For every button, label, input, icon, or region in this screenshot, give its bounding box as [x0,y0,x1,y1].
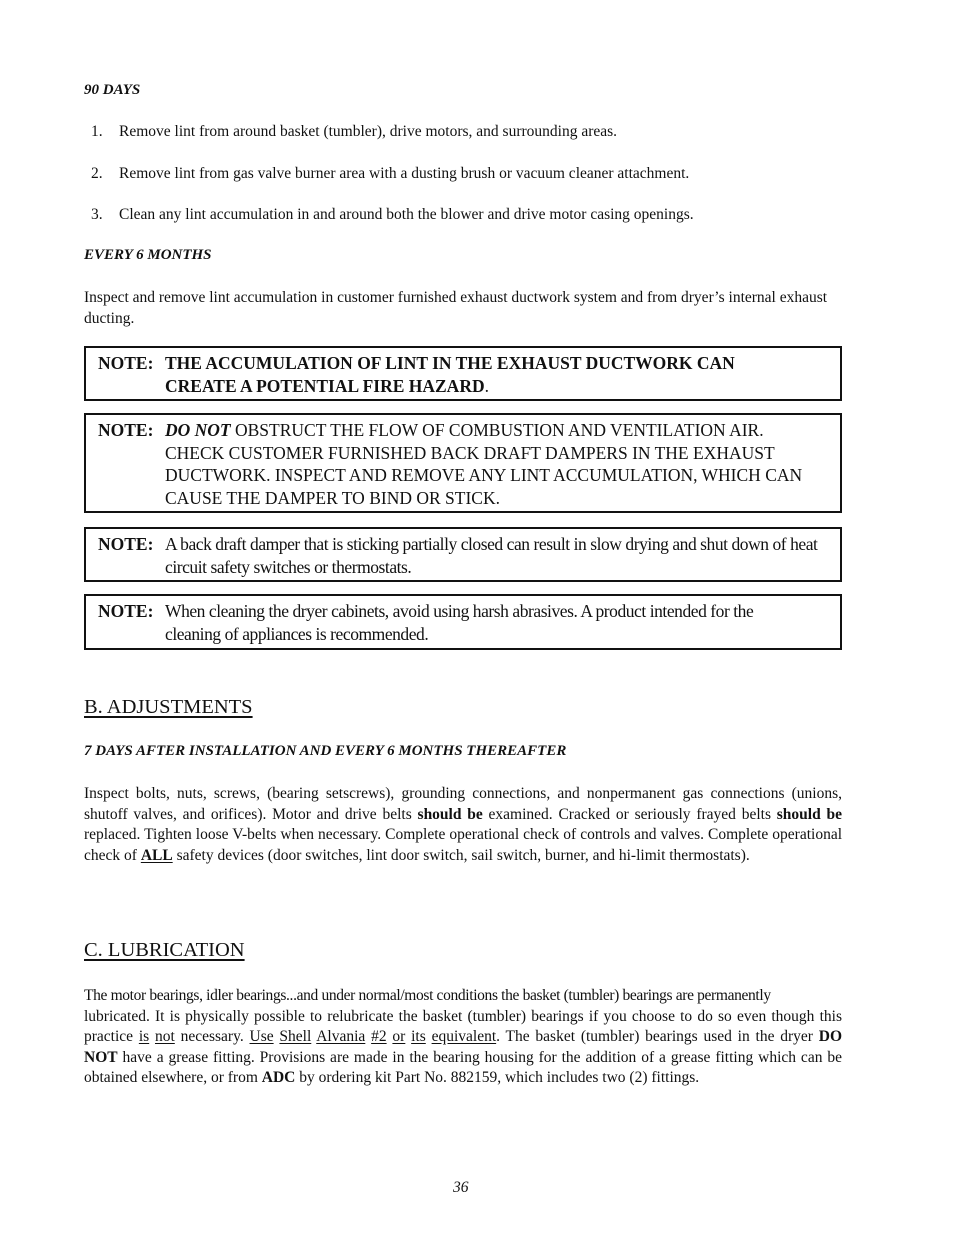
note-text: When cleaning the dryer cabinets, avoid using harsh abrasives. A product intended for the cleaning of appliances is recommended. [165,601,754,644]
lubrication-paragraph: lubricated. It is physically possible to relubricate the basket (tumbler) bearings if you choose to do so even though this practice is not necessary. Use Shell Alvania #2 or its equivalent. The basket (tumbler) bearings used in the dryer DO NOT have a grease fitting. Provisions are made in the bearing housing for the addition of a grease fitting which can be obtained elsewhere, or from ADC by ordering kit Part No. 882159, which includes two (2) fittings. [84,1007,842,1086]
note-text: A back draft damper that is sticking partially closed can result in slow drying and shut down of heat circuit safety switches or thermostats. [165,534,818,577]
note-label: NOTE: [98,601,154,621]
note-tail: . [484,375,489,396]
note-label: NOTE: [98,353,154,373]
heading-every-6-months: EVERY 6 MONTHS [84,247,212,263]
list-text: Remove lint from around basket (tumbler), drive motors, and surrounding areas. [119,123,618,140]
note-label: NOTE: [98,420,154,440]
list-item [91,206,851,226]
heading-90-days: 90 DAYS [84,82,141,98]
note-emphasis: DO NOT [165,420,231,440]
note-box-fire-hazard [84,346,842,401]
list-number: 1. [91,123,103,140]
list-text: Remove lint from gas valve burner area with a dusting brush or vacuum cleaner attachment. [119,165,690,182]
section-title-lubrication: C. LUBRICATION [84,939,245,961]
note-text [165,419,810,509]
section-title-adjustments: B. ADJUSTMENTS [84,696,253,718]
page-number: 36 [453,1179,469,1196]
note-text [165,352,780,397]
adjustments-subheading: 7 DAYS AFTER INSTALLATION AND EVERY 6 MONTHS THEREAFTER [84,743,567,759]
six-months-paragraph: Inspect and remove lint accumulation in customer furnished exhaust ductwork system and from dryer’s internal exhaust ducting. [84,289,828,327]
note-bold-text: THE ACCUMULATION OF LINT IN THE EXHAUST DUCTWORK CAN CREATE A POTENTIAL FIRE HAZARD [165,353,735,396]
note-box-back-draft-damper [84,527,842,582]
note-box-do-not-obstruct [84,413,842,513]
list-number: 3. [91,206,103,223]
adjustments-paragraph: Inspect bolts, nuts, screws, (bearing setscrews), grounding connections, and nonpermanent gas connections (unions, shutoff valves, and orifices). Motor and drive belts should be examined. Cracked or seriously frayed belts should be replaced. Tighten loose V-belts when necessary. Complete operational check of controls and valves. Complete operational check of ALL safety devices (door switches, lint door switch, sail switch, burner, and hi-limit thermostats). [84,785,842,864]
list-item [91,165,851,185]
list-number: 2. [91,165,103,182]
note-body-text: OBSTRUCT THE FLOW OF COMBUSTION AND VENTILATION AIR. CHECK CUSTOMER FURNISHED BACK DRAFT DAMPERS IN THE EXHAUST DUCTWORK. INSPECT AND REMOVE ANY LINT ACCUMULATION, WHICH CAN CAUSE THE DAMPER TO BIND OR STICK. [165,420,803,508]
note-label: NOTE: [98,534,154,554]
note-box-cleaning-cabinets [84,594,842,650]
list-text: Clean any lint accumulation in and around both the blower and drive motor casing openings. [119,206,694,223]
list-item [91,123,851,143]
lubrication-first-line: The motor bearings, idler bearings...and under normal/most conditions the basket (tumbler) bearings are permanently [84,987,771,1004]
